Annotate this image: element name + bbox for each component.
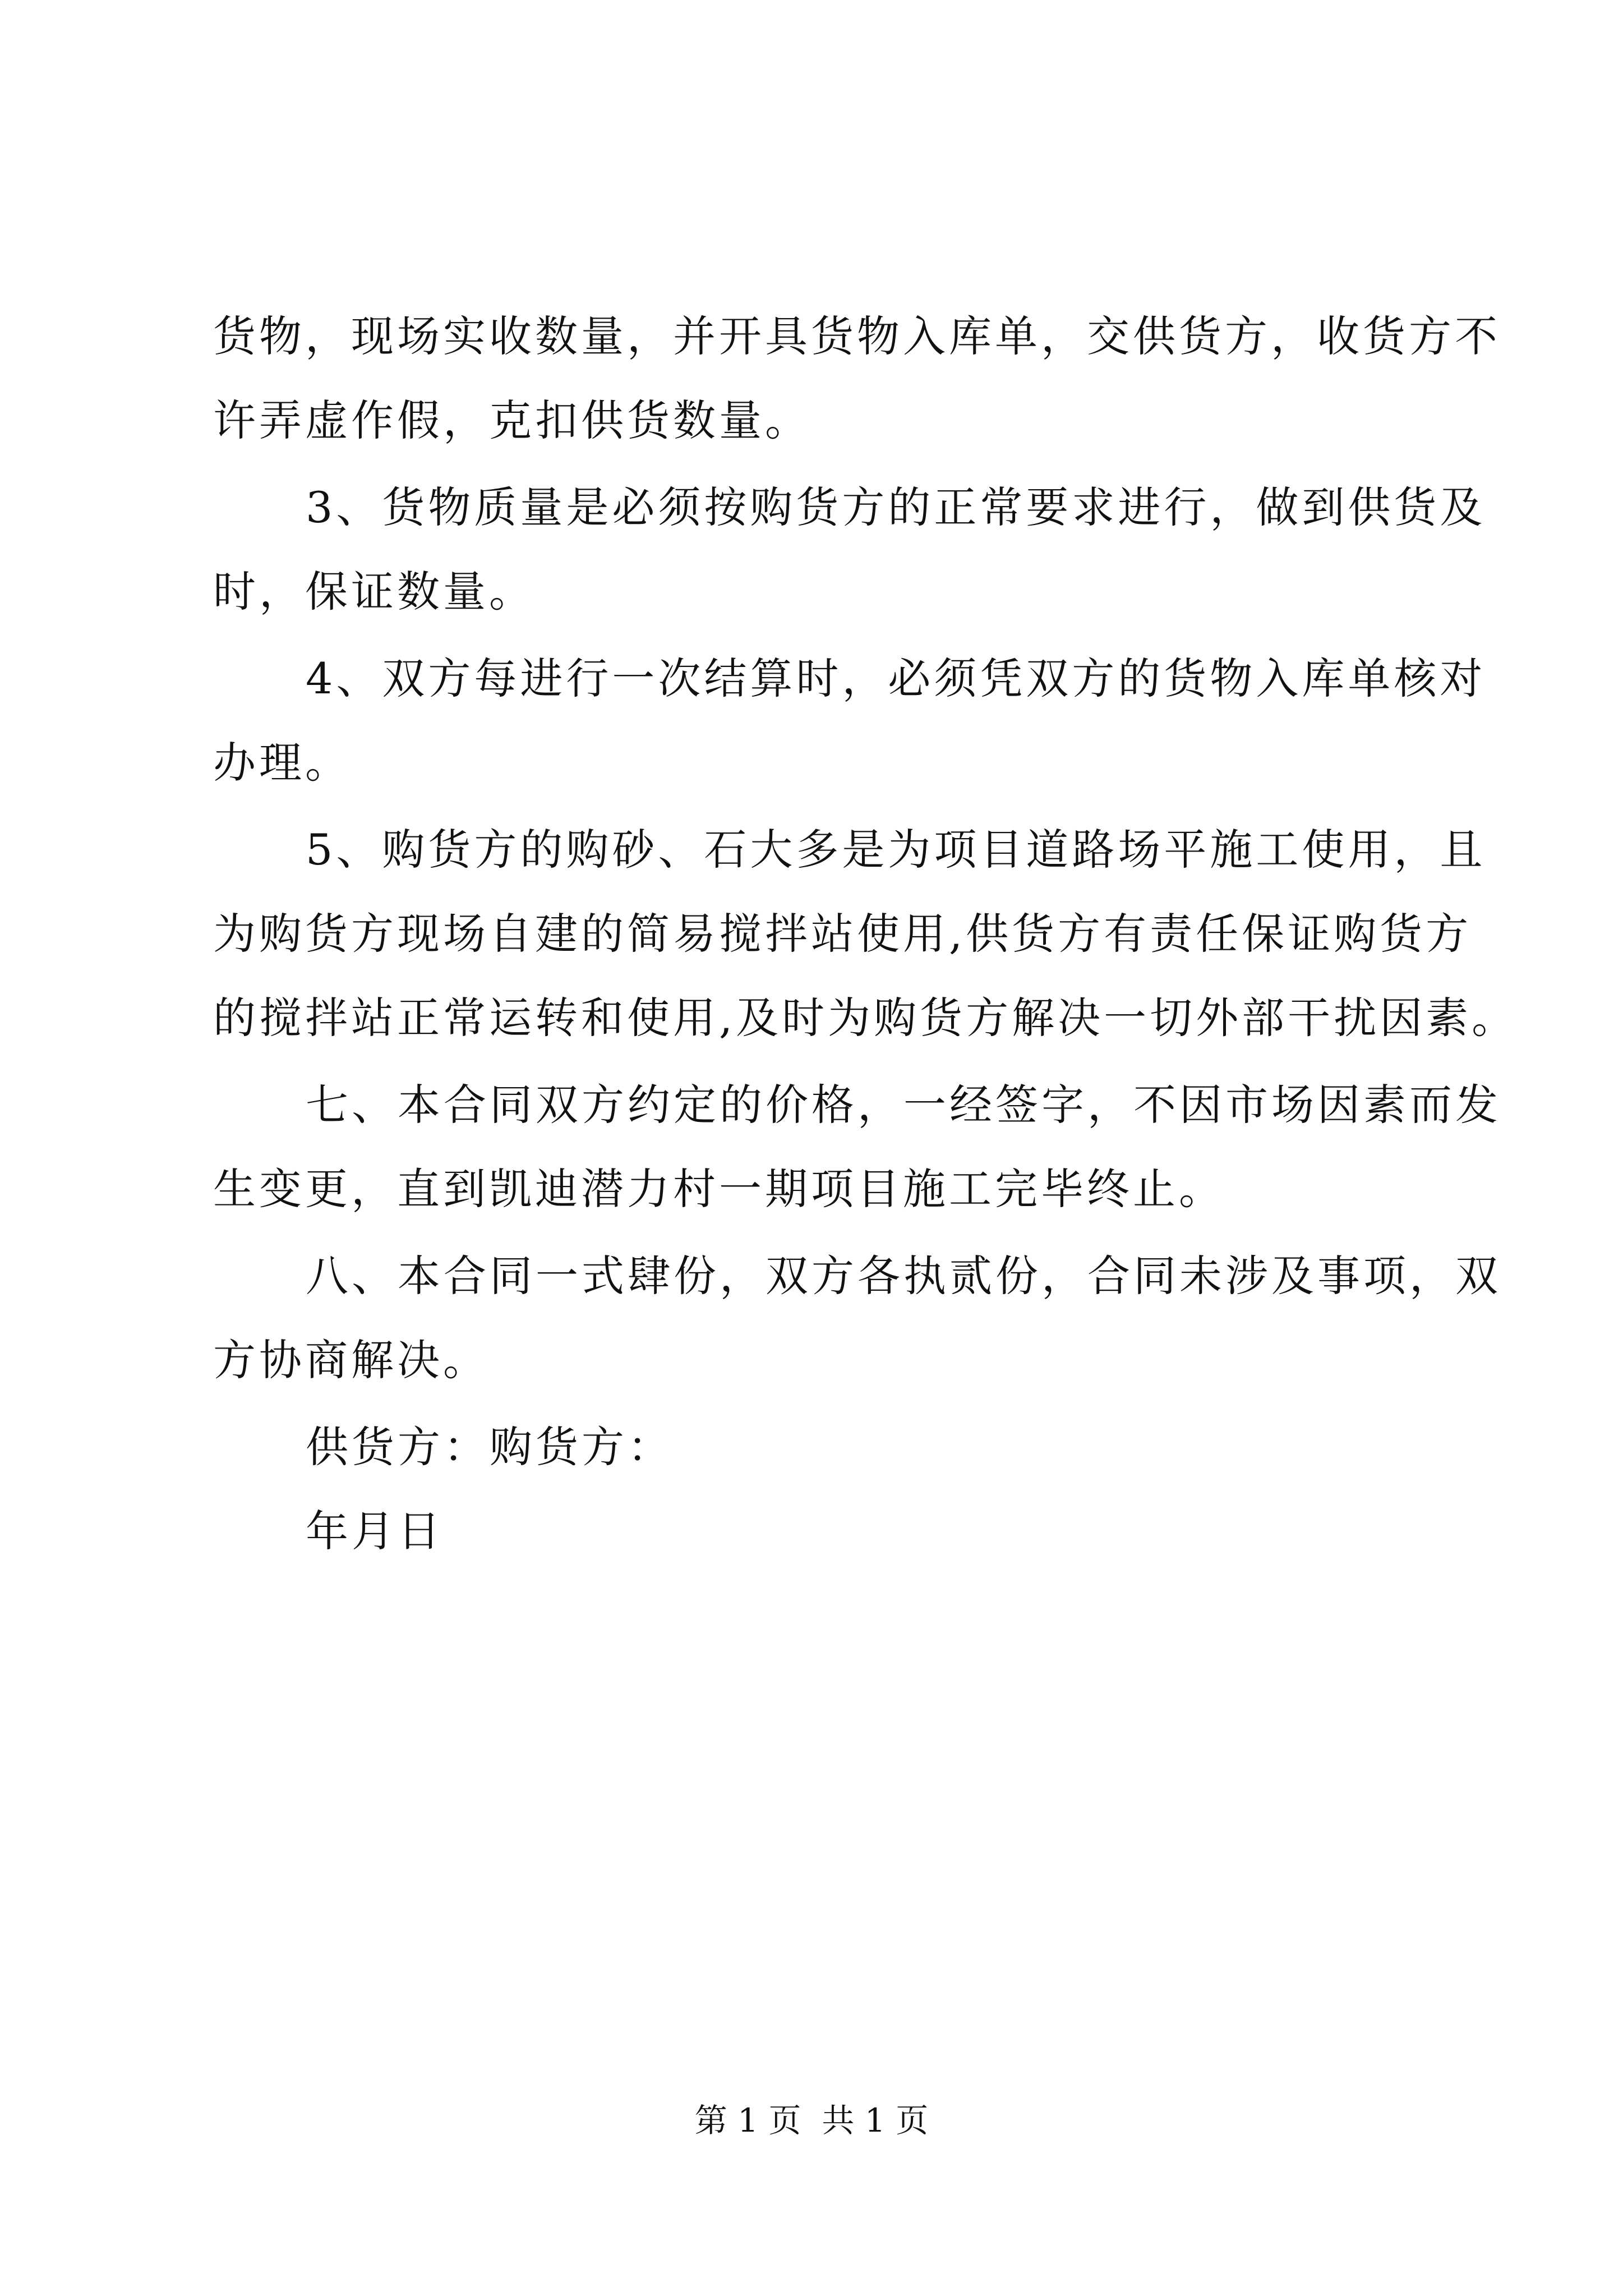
paragraph-line: 5、购货方的购砂、石大多是为项目道路场平施工使用，且	[306, 825, 1486, 875]
date-line: 年月日	[306, 1506, 444, 1556]
paragraph-line: 时，保证数量。	[213, 567, 535, 616]
paragraph-line: 的搅拌站正常运转和使用,及时为购货方解决一切外部干扰因素。	[213, 993, 1518, 1043]
paragraph-line: 4、双方每进行一次结算时，必须凭双方的货物入库单核对	[306, 654, 1486, 703]
paragraph-line: 生变更，直到凯迪潜力村一期项目施工完毕终止。	[213, 1164, 1225, 1214]
paragraph-line: 货物，现场实收数量，并开具货物入库单，交供货方，收货方不	[213, 311, 1501, 361]
paragraph-line: 办理。	[213, 738, 351, 788]
paragraph-line: 方协商解决。	[213, 1335, 489, 1385]
paragraph-line: 3、货物质量是必须按购货方的正常要求进行，做到供货及	[306, 482, 1486, 532]
signature-line: 供货方：购货方：	[306, 1422, 674, 1472]
paragraph-line: 七、本合同双方约定的价格，一经签字，不因市场因素而发	[306, 1080, 1501, 1130]
paragraph-line: 八、本合同一式肆份，双方各执贰份，合同未涉及事项，双	[306, 1251, 1501, 1301]
paragraph-line: 许弄虚作假，克扣供货数量。	[213, 395, 811, 445]
paragraph-line: 为购货方现场自建的简易搅拌站使用,供货方有责任保证购货方	[213, 909, 1472, 959]
page-number: 第 1 页 共 1 页	[694, 2101, 929, 2139]
